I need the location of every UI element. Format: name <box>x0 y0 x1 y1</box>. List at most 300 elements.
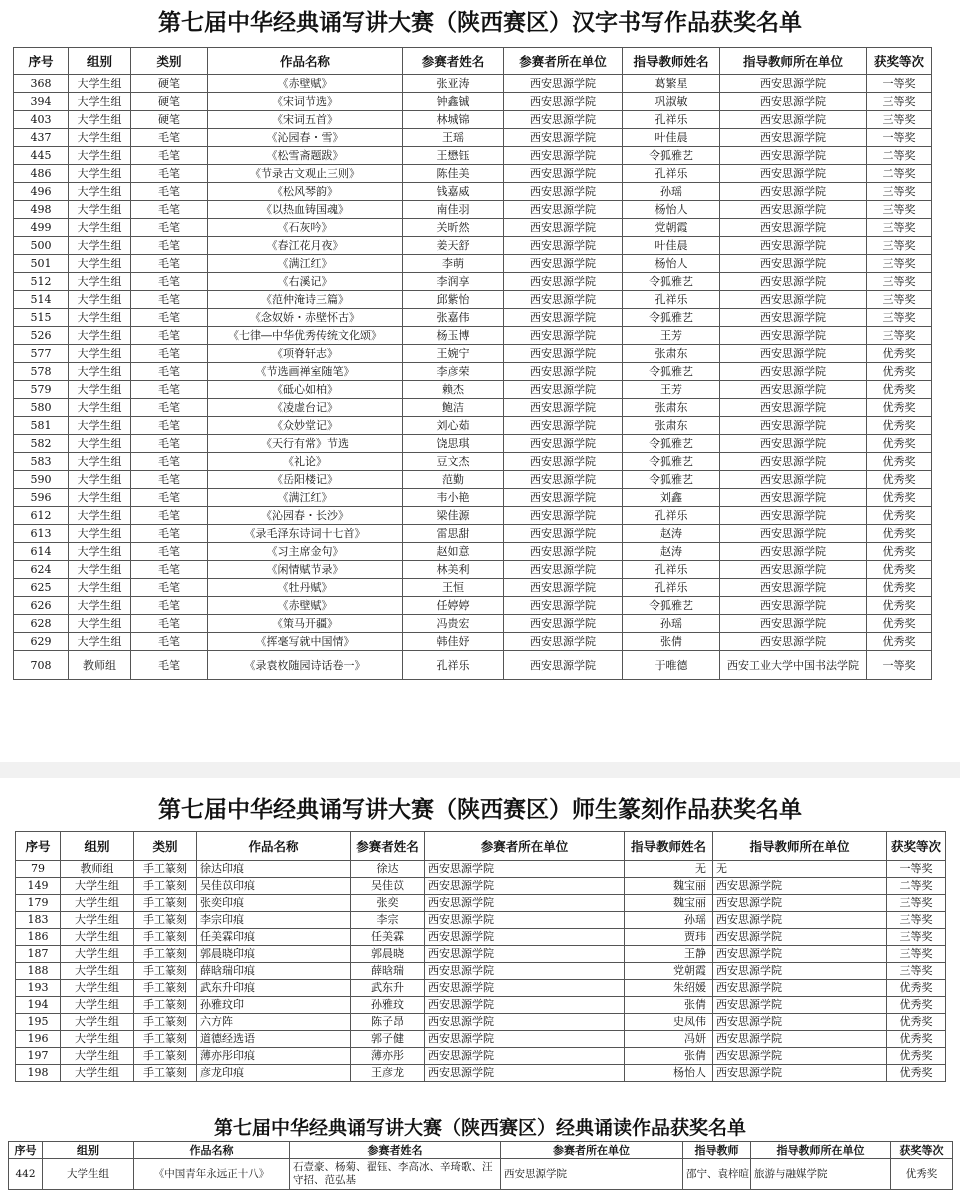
table-cell: 李宗印痕 <box>197 912 351 929</box>
table-cell: 优秀奖 <box>867 543 932 561</box>
table-cell: 党朝霞 <box>623 219 720 237</box>
table-cell: 大学生组 <box>61 1065 134 1082</box>
table-cell: 西安思源学院 <box>713 895 887 912</box>
table-cell: 496 <box>14 183 69 201</box>
table-cell: 优秀奖 <box>867 561 932 579</box>
table-cell: 毛笔 <box>131 543 208 561</box>
table-cell: 西安思源学院 <box>504 579 623 597</box>
table-cell: 教师组 <box>69 651 131 680</box>
table-cell: 硬笔 <box>131 111 208 129</box>
table-cell: 大学生组 <box>69 237 131 255</box>
table-cell: 道德经选语 <box>197 1031 351 1048</box>
table-cell: 196 <box>16 1031 61 1048</box>
table-cell: 手工篆刻 <box>134 946 197 963</box>
table-cell: 西安思源学院 <box>425 929 625 946</box>
table-cell: 教师组 <box>61 861 134 878</box>
table-cell: 《礼论》 <box>208 453 403 471</box>
table-cell: 令狐雅艺 <box>623 363 720 381</box>
table-cell: 杨怡人 <box>623 201 720 219</box>
column-header: 序号 <box>14 48 69 75</box>
table-row <box>14 345 932 363</box>
table-cell: 手工篆刻 <box>134 1031 197 1048</box>
table-row <box>16 980 946 997</box>
table-cell: 钟鑫铖 <box>403 93 504 111</box>
table-cell: 任婷婷 <box>403 597 504 615</box>
table-cell: 西安思源学院 <box>720 201 867 219</box>
table-cell: 大学生组 <box>69 489 131 507</box>
table-cell: 《习主席金句》 <box>208 543 403 561</box>
table-cell: 毛笔 <box>131 129 208 147</box>
table-cell: 西安思源学院 <box>504 93 623 111</box>
table-cell: 毛笔 <box>131 345 208 363</box>
table-cell: 优秀奖 <box>867 399 932 417</box>
column-header: 参赛者所在单位 <box>425 832 625 861</box>
table-cell: 王懋钰 <box>403 147 504 165</box>
table-cell: 饶思琪 <box>403 435 504 453</box>
table-cell: 西安思源学院 <box>504 255 623 273</box>
table-cell: 590 <box>14 471 69 489</box>
table-cell: 毛笔 <box>131 453 208 471</box>
table-cell: 西安思源学院 <box>720 93 867 111</box>
table-cell: 西安思源学院 <box>720 489 867 507</box>
table-cell: 西安思源学院 <box>504 309 623 327</box>
table-cell: 毛笔 <box>131 399 208 417</box>
table-cell: 580 <box>14 399 69 417</box>
table-cell: 林城锦 <box>403 111 504 129</box>
table-cell: 大学生组 <box>69 381 131 399</box>
table-cell: 毛笔 <box>131 507 208 525</box>
table-cell: 500 <box>14 237 69 255</box>
table-cell: 《范仲淹诗三篇》 <box>208 291 403 309</box>
table-cell: 大学生组 <box>69 471 131 489</box>
column-header: 组别 <box>61 832 134 861</box>
table-cell: 手工篆刻 <box>134 1014 197 1031</box>
table-cell: 优秀奖 <box>867 435 932 453</box>
table-cell: 《节选画禅室随笔》 <box>208 363 403 381</box>
table-row <box>16 1031 946 1048</box>
table-cell: 三等奖 <box>867 93 932 111</box>
table-cell: 范勤 <box>403 471 504 489</box>
table-cell: 大学生组 <box>69 309 131 327</box>
table-cell: 大学生组 <box>61 878 134 895</box>
table-row <box>14 597 932 615</box>
table-cell: 优秀奖 <box>887 1014 946 1031</box>
table-cell: 西安思源学院 <box>504 597 623 615</box>
table-cell: 薄亦彤 <box>351 1048 425 1065</box>
column-header: 指导教师 <box>683 1142 751 1159</box>
table-cell: 西安思源学院 <box>425 861 625 878</box>
table-cell: 583 <box>14 453 69 471</box>
table-cell: 毛笔 <box>131 219 208 237</box>
table-cell: 79 <box>16 861 61 878</box>
table-cell: 188 <box>16 963 61 980</box>
table-row <box>14 147 932 165</box>
table-cell: 孔祥乐 <box>403 651 504 680</box>
column-header: 组别 <box>69 48 131 75</box>
table-cell: 《闲情赋节录》 <box>208 561 403 579</box>
table-cell: 杨怡人 <box>623 255 720 273</box>
table-cell: 西安思源学院 <box>425 963 625 980</box>
table-cell: 西安思源学院 <box>504 381 623 399</box>
table-cell: 优秀奖 <box>867 453 932 471</box>
table-cell: 武东升印痕 <box>197 980 351 997</box>
column-header: 序号 <box>16 832 61 861</box>
table-cell: 《石灰吟》 <box>208 219 403 237</box>
table-cell: 西安思源学院 <box>504 543 623 561</box>
table-cell: 西安工业大学中国书法学院 <box>720 651 867 680</box>
table-cell: 优秀奖 <box>887 1048 946 1065</box>
table-cell: 无 <box>625 861 713 878</box>
table-cell: 《众妙堂记》 <box>208 417 403 435</box>
table-cell: 优秀奖 <box>867 417 932 435</box>
table-cell: 《赤壁赋》 <box>208 597 403 615</box>
table-cell: 西安思源学院 <box>713 912 887 929</box>
table-cell: 三等奖 <box>867 183 932 201</box>
table-cell: 优秀奖 <box>867 507 932 525</box>
table-cell: 三等奖 <box>867 327 932 345</box>
table-cell: 大学生组 <box>69 525 131 543</box>
table3-header-row <box>9 1142 953 1159</box>
table-cell: 孙瑶 <box>623 183 720 201</box>
table-cell: 西安思源学院 <box>720 525 867 543</box>
table-cell: 西安思源学院 <box>713 963 887 980</box>
table2-title: 第七届中华经典诵写讲大赛（陕西赛区）师生篆刻作品获奖名单 <box>158 797 802 823</box>
table-cell: 彦龙印痕 <box>197 1065 351 1082</box>
table-row <box>16 1065 946 1082</box>
table-cell: 大学生组 <box>69 435 131 453</box>
table-cell: 西安思源学院 <box>504 273 623 291</box>
table-row <box>14 309 932 327</box>
table-cell: 魏宝丽 <box>625 895 713 912</box>
table-cell: 西安思源学院 <box>501 1159 683 1190</box>
table-cell: 西安思源学院 <box>720 345 867 363</box>
table-cell: 西安思源学院 <box>720 219 867 237</box>
column-header: 作品名称 <box>208 48 403 75</box>
table-cell: 西安思源学院 <box>713 946 887 963</box>
table-cell: 624 <box>14 561 69 579</box>
table-row <box>14 273 932 291</box>
table-cell: 501 <box>14 255 69 273</box>
table-cell: 大学生组 <box>69 93 131 111</box>
table-cell: 486 <box>14 165 69 183</box>
table-cell: 魏宝丽 <box>625 878 713 895</box>
table-cell: 西安思源学院 <box>720 561 867 579</box>
table-cell: 大学生组 <box>69 219 131 237</box>
table-cell: 《春江花月夜》 <box>208 237 403 255</box>
table-cell: 毛笔 <box>131 435 208 453</box>
table-cell: 西安思源学院 <box>720 147 867 165</box>
table-row <box>16 1048 946 1065</box>
table-cell: 党朝霞 <box>625 963 713 980</box>
table-cell: 大学生组 <box>69 633 131 651</box>
table-cell: 手工篆刻 <box>134 912 197 929</box>
table-row <box>16 861 946 878</box>
table-cell: 大学生组 <box>69 273 131 291</box>
table-cell: 张倩 <box>625 997 713 1014</box>
table-cell: 邵宁、袁梓暄 <box>683 1159 751 1190</box>
table-cell: 孔祥乐 <box>623 507 720 525</box>
table-cell: 《以热血铸国魂》 <box>208 201 403 219</box>
table-cell: 629 <box>14 633 69 651</box>
table-cell: 西安思源学院 <box>720 507 867 525</box>
table-cell: 一等奖 <box>887 861 946 878</box>
table-cell: 梁佳源 <box>403 507 504 525</box>
table-row <box>16 929 946 946</box>
table-row <box>14 399 932 417</box>
table3 <box>8 1141 953 1190</box>
table2-header-row <box>16 832 946 861</box>
table-cell: 《中国青年永远正十八》 <box>134 1159 290 1190</box>
table-cell: 西安思源学院 <box>504 75 623 93</box>
table-cell: 赖杰 <box>403 381 504 399</box>
column-header: 参赛者姓名 <box>403 48 504 75</box>
table-cell: 鲍洁 <box>403 399 504 417</box>
table-row <box>14 435 932 453</box>
table-cell: 毛笔 <box>131 255 208 273</box>
table-cell: 赵涛 <box>623 525 720 543</box>
table-cell: 579 <box>14 381 69 399</box>
table-cell: 西安思源学院 <box>425 878 625 895</box>
table-cell: 《沁园春・雪》 <box>208 129 403 147</box>
column-header: 指导教师所在单位 <box>751 1142 891 1159</box>
table-cell: 西安思源学院 <box>713 878 887 895</box>
table-cell: 赵如意 <box>403 543 504 561</box>
table-cell: 《宋词五首》 <box>208 111 403 129</box>
table-cell: 613 <box>14 525 69 543</box>
table-row <box>16 997 946 1014</box>
table-cell: 石壹豪、杨菊、翟钰、李高冰、辛琦歌、汪守招、范弘基 <box>290 1159 501 1190</box>
table-cell: 毛笔 <box>131 471 208 489</box>
table-cell: 刘鑫 <box>623 489 720 507</box>
table-cell: 陈佳美 <box>403 165 504 183</box>
table-cell: 大学生组 <box>61 1014 134 1031</box>
table-cell: 毛笔 <box>131 633 208 651</box>
table-cell: 薄亦彤印痕 <box>197 1048 351 1065</box>
table-cell: 令狐雅艺 <box>623 273 720 291</box>
table-cell: 《松雪斋题跋》 <box>208 147 403 165</box>
table-cell: 西安思源学院 <box>504 471 623 489</box>
table-cell: 西安思源学院 <box>720 363 867 381</box>
table-cell: 西安思源学院 <box>720 615 867 633</box>
table-cell: 大学生组 <box>61 980 134 997</box>
table-cell: 《节录古文观止三则》 <box>208 165 403 183</box>
table-cell: 毛笔 <box>131 291 208 309</box>
table-row <box>14 489 932 507</box>
table-cell: 445 <box>14 147 69 165</box>
table-cell: 孔祥乐 <box>623 579 720 597</box>
table-cell: 614 <box>14 543 69 561</box>
table-row <box>14 219 932 237</box>
table-cell: 大学生组 <box>69 183 131 201</box>
table-cell: 令狐雅艺 <box>623 147 720 165</box>
table-cell: 大学生组 <box>69 453 131 471</box>
table-cell: 198 <box>16 1065 61 1082</box>
table-cell: 西安思源学院 <box>504 201 623 219</box>
table-cell: 西安思源学院 <box>720 471 867 489</box>
table-row <box>16 963 946 980</box>
table-cell: 大学生组 <box>69 291 131 309</box>
table-cell: 优秀奖 <box>867 471 932 489</box>
table-cell: 刘心茹 <box>403 417 504 435</box>
table-cell: 硬笔 <box>131 75 208 93</box>
table-cell: 毛笔 <box>131 165 208 183</box>
table-cell: 优秀奖 <box>867 489 932 507</box>
table-cell: 史凤伟 <box>625 1014 713 1031</box>
table-cell: 毛笔 <box>131 579 208 597</box>
table-cell: 《策马开疆》 <box>208 615 403 633</box>
table-cell: 优秀奖 <box>867 615 932 633</box>
table-row <box>16 895 946 912</box>
table-cell: 李宗 <box>351 912 425 929</box>
table-cell: 西安思源学院 <box>720 183 867 201</box>
table-cell: 西安思源学院 <box>504 651 623 680</box>
table-row <box>16 1014 946 1031</box>
table-cell: 《挥毫写就中国情》 <box>208 633 403 651</box>
table-cell: 大学生组 <box>61 1031 134 1048</box>
table-cell: 187 <box>16 946 61 963</box>
table-cell: 大学生组 <box>69 507 131 525</box>
table-cell: 张嘉伟 <box>403 309 504 327</box>
table-cell: 优秀奖 <box>867 633 932 651</box>
table-cell: 武东升 <box>351 980 425 997</box>
table-cell: 郭晨晓 <box>351 946 425 963</box>
table-cell: 大学生组 <box>61 895 134 912</box>
table-cell: 西安思源学院 <box>504 165 623 183</box>
table-cell: 优秀奖 <box>867 579 932 597</box>
table-cell: 西安思源学院 <box>720 237 867 255</box>
table2 <box>15 831 946 1082</box>
table-cell: 西安思源学院 <box>425 1065 625 1082</box>
column-header: 参赛者姓名 <box>290 1142 501 1159</box>
column-header: 获奖等次 <box>867 48 932 75</box>
table-row <box>14 471 932 489</box>
table-cell: 冯贵宏 <box>403 615 504 633</box>
table-cell: 西安思源学院 <box>504 489 623 507</box>
table-cell: 南佳羽 <box>403 201 504 219</box>
table-cell: 三等奖 <box>887 946 946 963</box>
table-cell: 西安思源学院 <box>425 997 625 1014</box>
table-row <box>14 327 932 345</box>
table3-title: 第七届中华经典诵写讲大赛（陕西赛区）经典诵读作品获奖名单 <box>213 1117 746 1139</box>
table-cell: 西安思源学院 <box>713 980 887 997</box>
table-cell: 179 <box>16 895 61 912</box>
table-cell: 625 <box>14 579 69 597</box>
table-cell: 大学生组 <box>43 1159 134 1190</box>
table-cell: 大学生组 <box>69 255 131 273</box>
table-cell: 二等奖 <box>867 147 932 165</box>
table-cell: 西安思源学院 <box>425 980 625 997</box>
table-row <box>14 291 932 309</box>
table-row <box>14 129 932 147</box>
table-cell: 无 <box>713 861 887 878</box>
table1-header-row <box>14 48 932 75</box>
table-cell: 西安思源学院 <box>720 291 867 309</box>
table-cell: 徐达 <box>351 861 425 878</box>
table-cell: 郭晨晓印痕 <box>197 946 351 963</box>
table-cell: 《项脊轩志》 <box>208 345 403 363</box>
column-header: 组别 <box>43 1142 134 1159</box>
table-cell: 张奕印痕 <box>197 895 351 912</box>
table-cell: 三等奖 <box>867 291 932 309</box>
table-row <box>14 453 932 471</box>
table-cell: 大学生组 <box>69 147 131 165</box>
column-header: 类别 <box>134 832 197 861</box>
column-header: 获奖等次 <box>891 1142 953 1159</box>
table-cell: 大学生组 <box>69 417 131 435</box>
table-cell: 194 <box>16 997 61 1014</box>
table-cell: 毛笔 <box>131 273 208 291</box>
table-cell: 西安思源学院 <box>720 165 867 183</box>
table-cell: 西安思源学院 <box>504 507 623 525</box>
table-cell: 杨玉博 <box>403 327 504 345</box>
table-cell: 李彦荣 <box>403 363 504 381</box>
table-cell: 526 <box>14 327 69 345</box>
table-cell: 西安思源学院 <box>720 453 867 471</box>
table-cell: 手工篆刻 <box>134 929 197 946</box>
table-cell: 王静 <box>625 946 713 963</box>
table-cell: 王彦龙 <box>351 1065 425 1082</box>
table-cell: 关昕然 <box>403 219 504 237</box>
table-cell: 《赤壁赋》 <box>208 75 403 93</box>
table-cell: 三等奖 <box>867 201 932 219</box>
table-row <box>14 363 932 381</box>
table-cell: 手工篆刻 <box>134 861 197 878</box>
table-cell: 三等奖 <box>867 309 932 327</box>
table-cell: 195 <box>16 1014 61 1031</box>
table-cell: 《录毛泽东诗词十七首》 <box>208 525 403 543</box>
table-cell: 西安思源学院 <box>720 327 867 345</box>
table-cell: 王芳 <box>623 327 720 345</box>
table-row <box>14 561 932 579</box>
table-cell: 优秀奖 <box>887 980 946 997</box>
table-cell: 西安思源学院 <box>504 183 623 201</box>
table-cell: 大学生组 <box>69 561 131 579</box>
table-cell: 孙雅玟印 <box>197 997 351 1014</box>
table-cell: 李润享 <box>403 273 504 291</box>
table-cell: 钱嘉威 <box>403 183 504 201</box>
table-cell: 孔祥乐 <box>623 561 720 579</box>
table-cell: 郭子健 <box>351 1031 425 1048</box>
table-cell: 西安思源学院 <box>504 561 623 579</box>
table-cell: 西安思源学院 <box>720 273 867 291</box>
table1-title: 第七届中华经典诵写讲大赛（陕西赛区）汉字书写作品获奖名单 <box>158 10 802 36</box>
table-cell: 三等奖 <box>887 895 946 912</box>
table-cell: 毛笔 <box>131 525 208 543</box>
table-cell: 512 <box>14 273 69 291</box>
table-cell: 西安思源学院 <box>504 525 623 543</box>
table-cell: 581 <box>14 417 69 435</box>
table-cell: 毛笔 <box>131 597 208 615</box>
table-cell: 王芳 <box>623 381 720 399</box>
column-header: 参赛者所在单位 <box>501 1142 683 1159</box>
table-cell: 杨怡人 <box>625 1065 713 1082</box>
table-cell: 《满江红》 <box>208 255 403 273</box>
table-cell: 一等奖 <box>867 129 932 147</box>
table-cell: 149 <box>16 878 61 895</box>
table-cell: 西安思源学院 <box>720 309 867 327</box>
table-cell: 708 <box>14 651 69 680</box>
table-cell: 令狐雅艺 <box>623 471 720 489</box>
table-cell: 令狐雅艺 <box>623 435 720 453</box>
table-cell: 《念奴娇・赤壁怀古》 <box>208 309 403 327</box>
table-row <box>14 633 932 651</box>
table-cell: 李萌 <box>403 255 504 273</box>
table-cell: 孙瑶 <box>625 912 713 929</box>
table-cell: 张亚涛 <box>403 75 504 93</box>
table-cell: 499 <box>14 219 69 237</box>
table-cell: 大学生组 <box>69 543 131 561</box>
table-cell: 毛笔 <box>131 309 208 327</box>
